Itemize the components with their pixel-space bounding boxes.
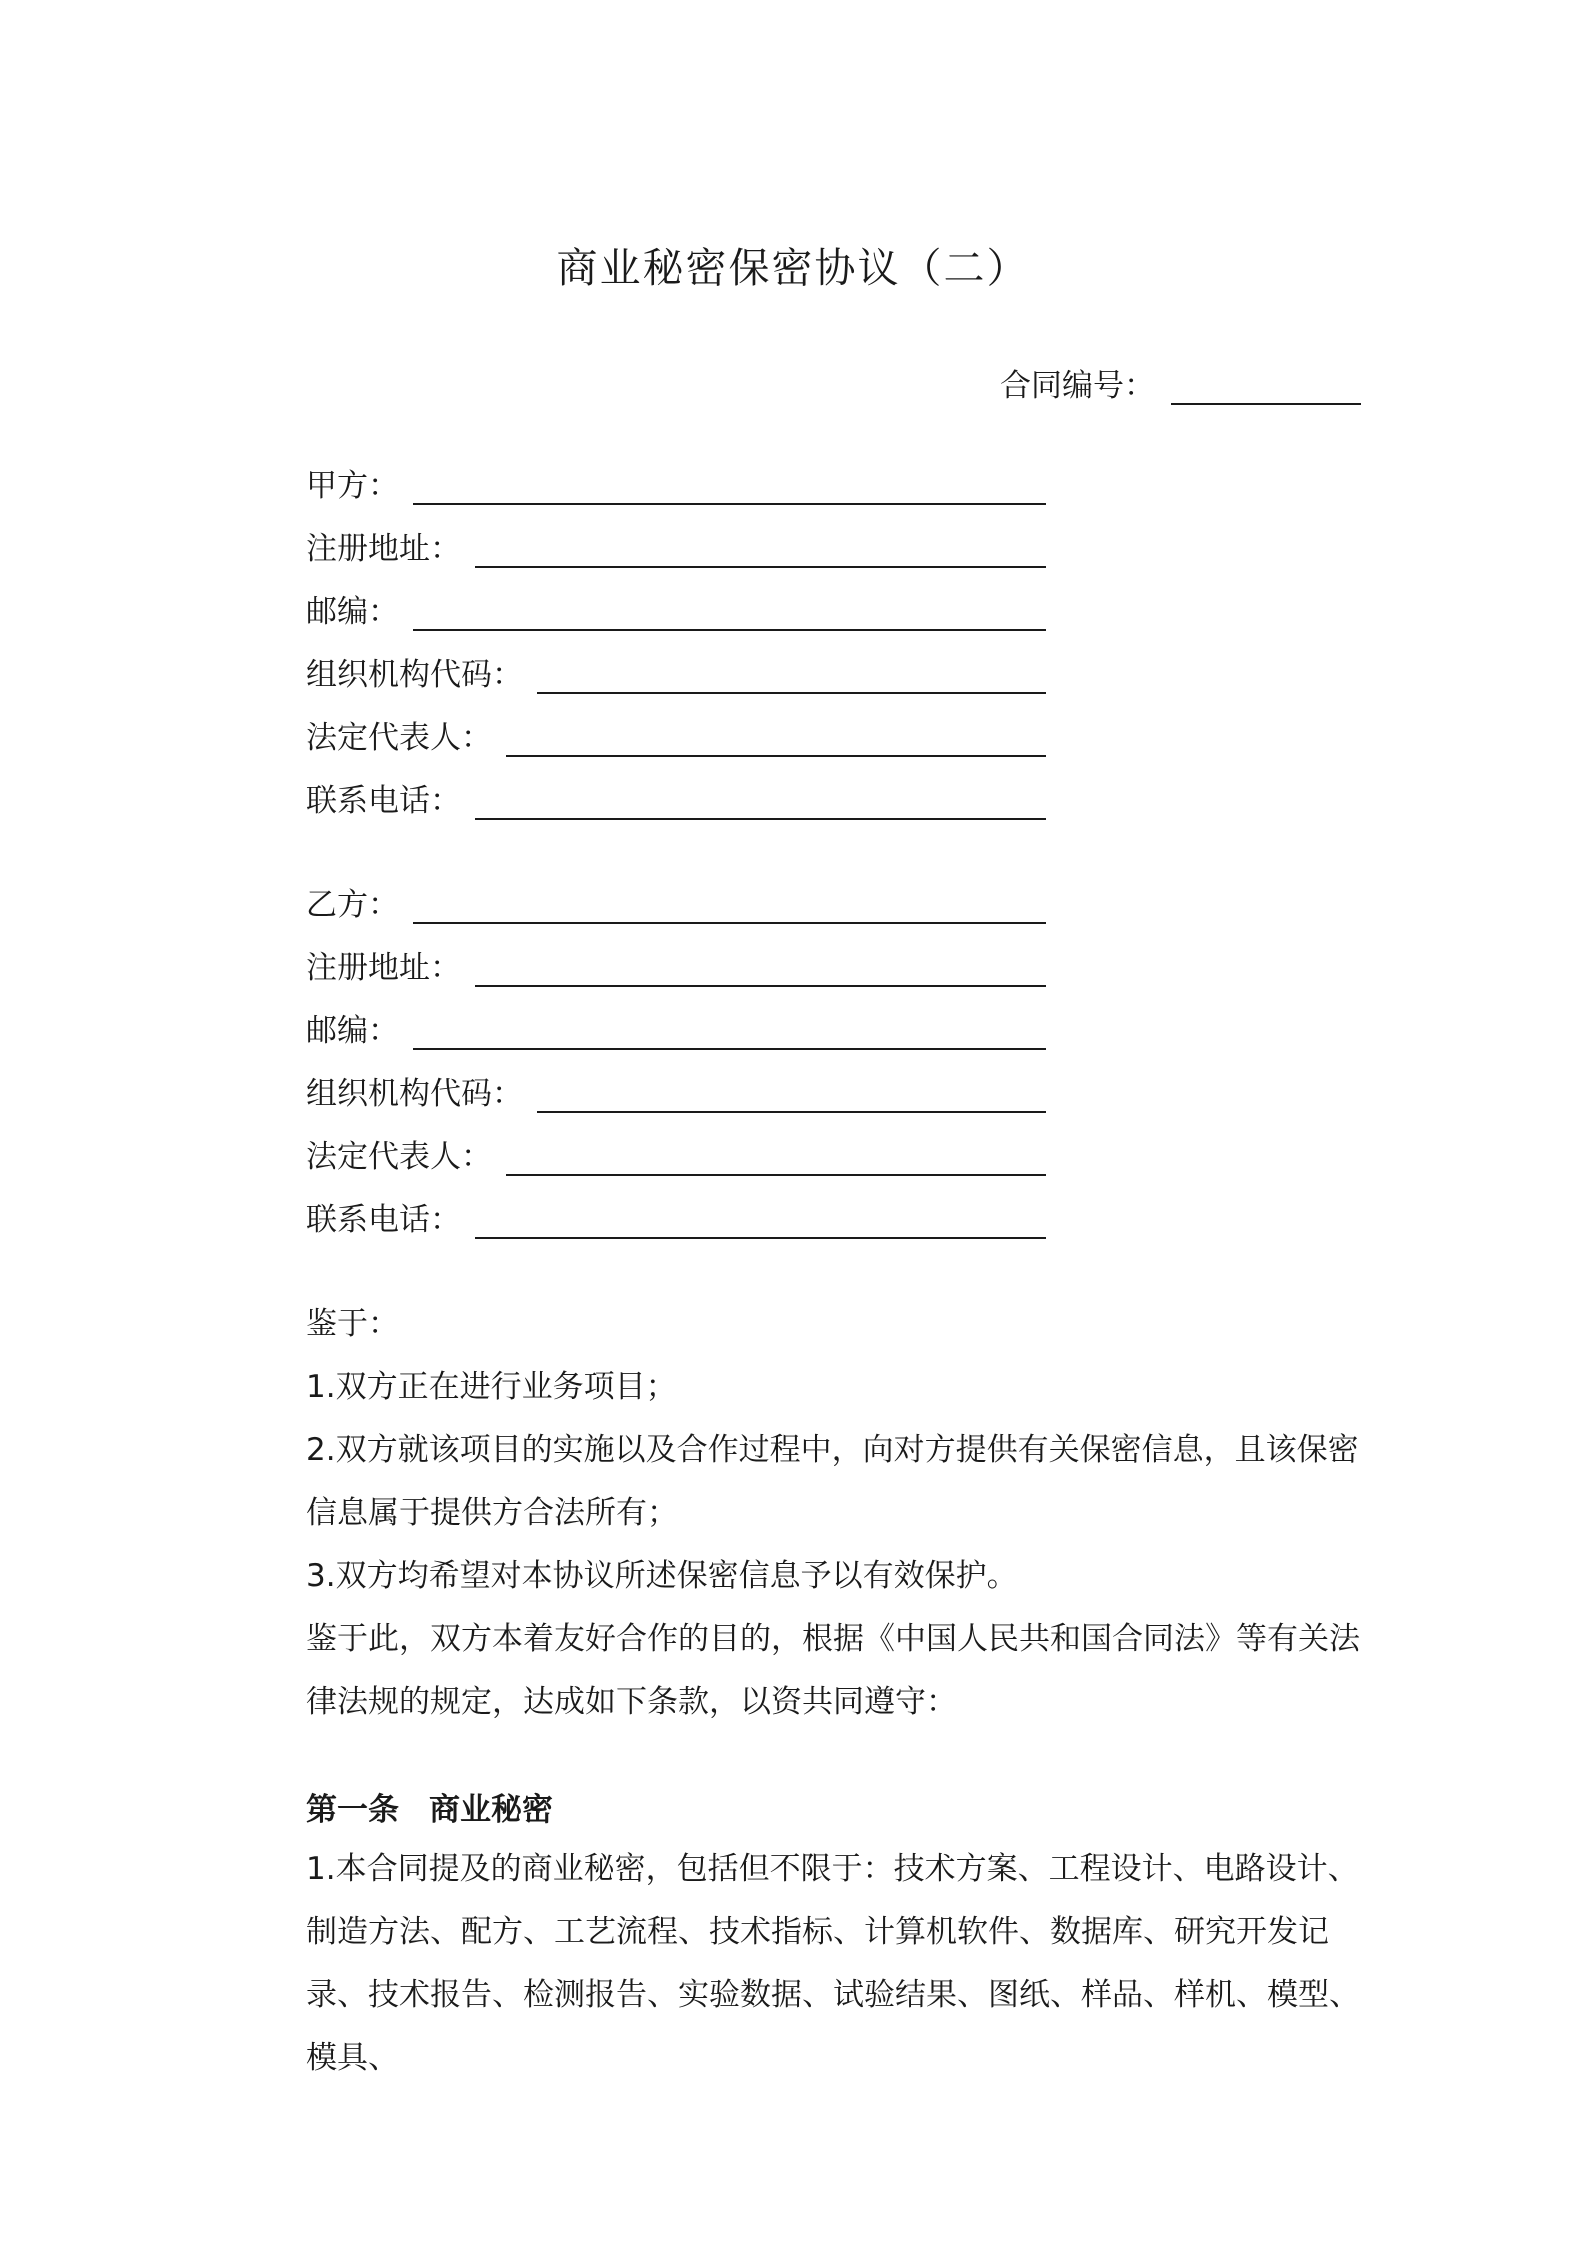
party-b-legal-rep-blank[interactable]: [506, 1144, 1046, 1176]
recitals-heading: 鉴于：: [306, 1306, 399, 1342]
party-a-address-field: [306, 524, 1046, 568]
party-b-legal-rep-field: [306, 1132, 1046, 1176]
article-1-heading: [306, 1784, 553, 1829]
party-a-org-code-blank[interactable]: [537, 662, 1046, 694]
party-a-name-label: 甲方：: [306, 468, 399, 504]
party-b-legal-rep-label: 法定代表人：: [306, 1139, 492, 1175]
party-a-address-blank[interactable]: [475, 536, 1046, 568]
recital-conclusion: 鉴于此，双方本着友好合作的目的，根据《中国人民共和国合同法》等有关法律法规的规定，达成如下条款，以资共同遵守：: [306, 1621, 1360, 1720]
party-a-name-field: [306, 461, 1046, 505]
party-b-postcode-field: [306, 1006, 1046, 1050]
party-b-org-code-field: [306, 1069, 1046, 1113]
article-1-number: 第一条: [306, 1792, 399, 1828]
party-a-name-blank[interactable]: [413, 473, 1046, 505]
contract-number-blank[interactable]: [1171, 375, 1361, 405]
party-a-phone-label: 联系电话：: [306, 783, 461, 819]
party-b-name-field: [306, 880, 1046, 924]
party-a-legal-rep-field: [306, 713, 1046, 757]
party-b-phone-field: [306, 1195, 1046, 1239]
party-a-postcode-label: 邮编：: [306, 594, 399, 630]
party-a-phone-blank[interactable]: [475, 788, 1046, 820]
recital-item-3: 3.双方均希望对本协议所述保密信息予以有效保护。: [306, 1558, 1018, 1594]
contract-number-label: 合同编号：: [1000, 368, 1155, 404]
party-a-address-label: 注册地址：: [306, 531, 461, 567]
party-b-org-code-label: 组织机构代码：: [306, 1076, 523, 1112]
party-a-org-code-label: 组织机构代码：: [306, 657, 523, 693]
article-1-clause-1: 1.本合同提及的商业秘密，包括但不限于：技术方案、工程设计、电路设计、制造方法、配方、工艺流程、技术指标、计算机软件、数据库、研究开发记录、技术报告、检测报告、实验数据、试验结果、图纸、样品、样机、模型、模具、: [306, 1851, 1360, 2076]
recital-item-1: 1.双方正在进行业务项目；: [306, 1369, 677, 1405]
party-b-postcode-blank[interactable]: [413, 1018, 1046, 1050]
party-b-address-blank[interactable]: [475, 955, 1046, 987]
recital-item-2: 2.双方就该项目的实施以及合作过程中，向对方提供有关保密信息，且该保密信息属于提供方合法所有；: [306, 1432, 1359, 1531]
article-1-title: 商业秘密: [429, 1792, 553, 1828]
party-b-name-blank[interactable]: [413, 892, 1046, 924]
party-b-phone-blank[interactable]: [475, 1207, 1046, 1239]
party-b-name-label: 乙方：: [306, 887, 399, 923]
document-title: 商业秘密保密协议（二）: [556, 244, 1030, 292]
party-a-postcode-field: [306, 587, 1046, 631]
party-b-org-code-blank[interactable]: [537, 1081, 1046, 1113]
party-a-legal-rep-blank[interactable]: [506, 725, 1046, 757]
party-b-address-field: [306, 943, 1046, 987]
recitals: [242, 1293, 1362, 1734]
party-a-legal-rep-label: 法定代表人：: [306, 720, 492, 756]
contract-number: [1000, 360, 1361, 405]
party-b-address-label: 注册地址：: [306, 950, 461, 986]
party-a-phone-field: [306, 776, 1046, 820]
party-b-phone-label: 联系电话：: [306, 1202, 461, 1238]
party-a-postcode-blank[interactable]: [413, 599, 1046, 631]
party-a-org-code-field: [306, 650, 1046, 694]
party-b-postcode-label: 邮编：: [306, 1013, 399, 1049]
article-1-body: [242, 1838, 1362, 2090]
